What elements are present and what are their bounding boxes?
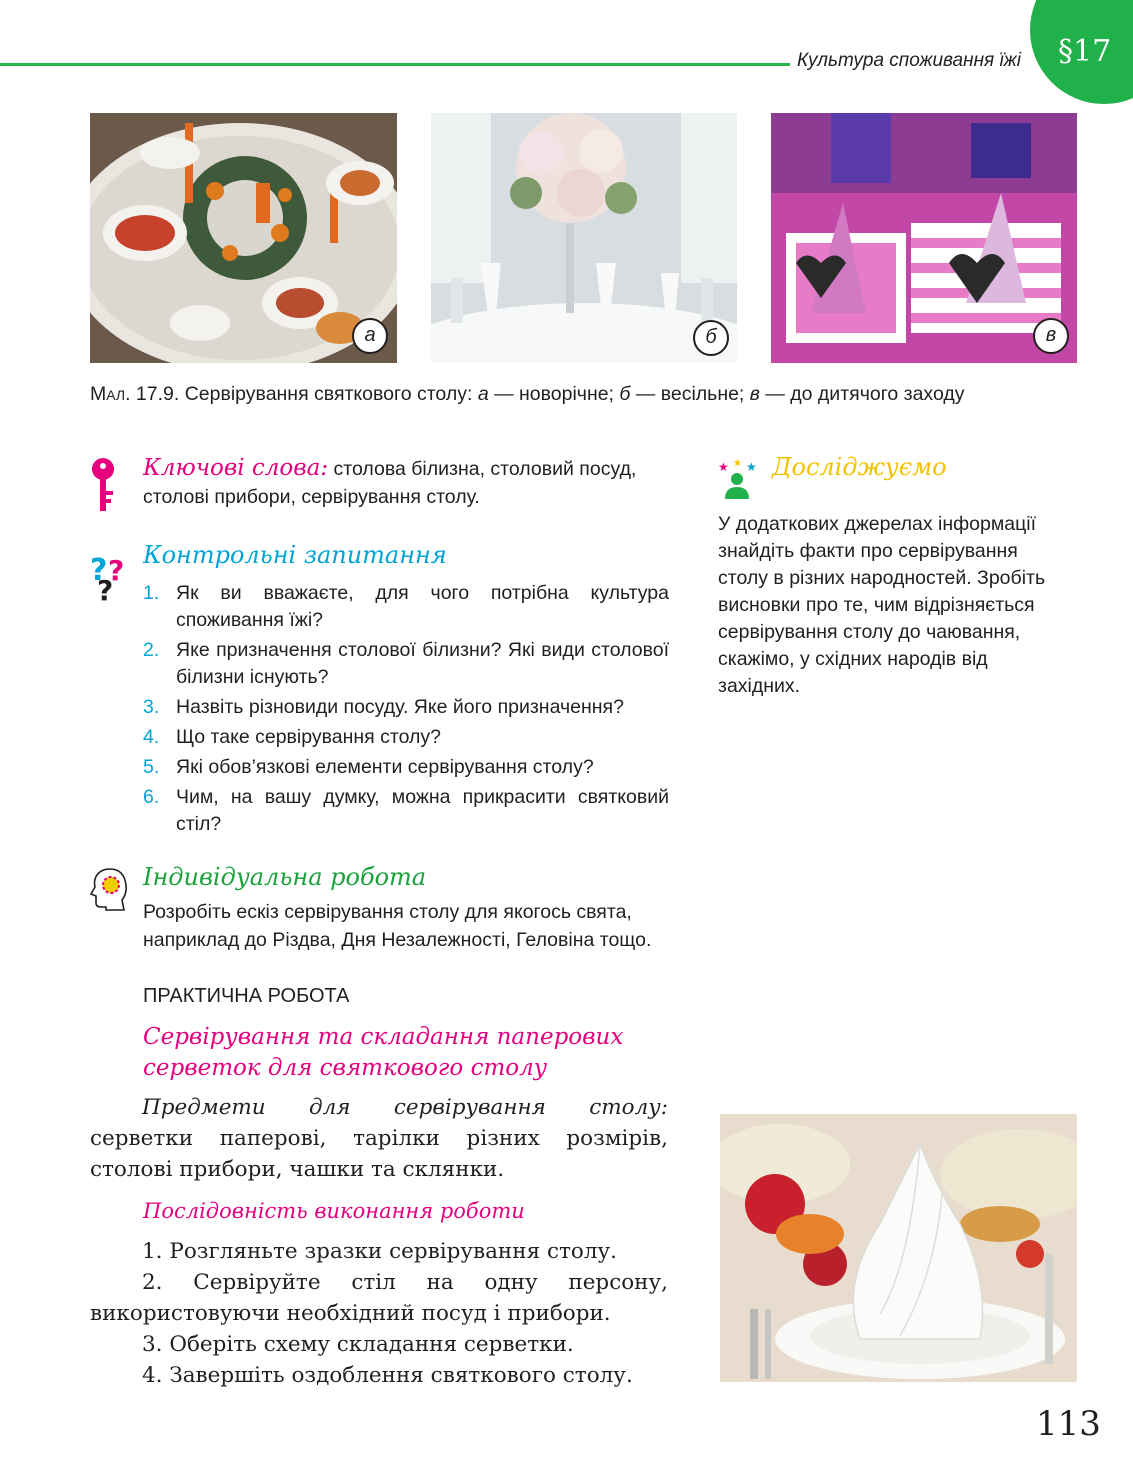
question-text: Чим, на вашу думку, можна прикрасити святковий стіл? <box>176 786 669 835</box>
svg-text:?: ? <box>97 574 114 604</box>
step-item: 4. Завершіть оздоблення святкового столу. <box>142 1363 633 1388</box>
photo-label-b: б <box>693 320 729 356</box>
question-item <box>143 694 669 721</box>
question-item <box>143 637 669 691</box>
individual-work-text: Розробіть ескіз сервірування столу для якогось свята, наприклад до Різдва, Дня Незалежності, Геловіна тощо. <box>143 901 652 951</box>
question-number: 4. <box>143 726 160 748</box>
control-questions-title: Контрольні запитання <box>143 541 447 569</box>
svg-text:★: ★ <box>718 460 729 474</box>
running-header-title: Культура споживання їжі <box>797 50 1021 71</box>
keywords-title: Ключові слова: <box>143 455 329 481</box>
research-text: У додаткових джерелах інформації знайдіть факти про сервірування столу в різних народностей. Зробіть висновки про те, чим відрізняється сервірування столу до чаювання, скажімо, у східних народів від західних. <box>718 513 1046 697</box>
question-item <box>143 580 669 634</box>
step-item: 1. Розгляньте зразки сервірування столу. <box>142 1239 618 1264</box>
section-number: §17 <box>1058 34 1112 69</box>
research-person-icon <box>718 457 758 501</box>
caption-letter-b: б <box>619 383 631 405</box>
question-item <box>143 784 669 838</box>
control-questions-list <box>143 580 669 841</box>
question-item <box>143 754 669 781</box>
practical-work-label: ПРАКТИЧНА РОБОТА <box>143 985 350 1007</box>
sequence-title: Послідовність виконання роботи <box>143 1199 525 1223</box>
caption-prefix: Мал. 17.9. <box>90 383 180 405</box>
photo-label-a: а <box>352 318 388 354</box>
svg-text:★: ★ <box>733 458 742 469</box>
question-text: Що таке сервірування столу? <box>176 726 441 748</box>
head-idea-icon <box>90 867 128 911</box>
caption-text: — до дитячого заходу <box>759 383 965 405</box>
header-rule <box>0 63 790 66</box>
question-text: Як ви вважаєте, для чого потрібна культура споживання їжі? <box>176 582 669 631</box>
photo-label-c: в <box>1033 318 1069 354</box>
step-item: 3. Оберіть схему складання серветки. <box>142 1332 574 1357</box>
svg-text:★: ★ <box>746 460 757 474</box>
svg-text:?: ? <box>90 553 108 588</box>
materials-text: серветки паперові, тарілки різних розмірів, столові прибори, чашки та склянки. <box>90 1126 668 1182</box>
question-text: Назвіть різновиди посуду. Яке його призначення? <box>176 696 624 718</box>
photo-kids-party-table <box>771 113 1077 363</box>
key-icon <box>90 457 116 513</box>
svg-text:?: ? <box>108 554 125 587</box>
page-number: 113 <box>1036 1404 1101 1444</box>
materials-paragraph <box>90 1092 668 1185</box>
photo-folded-napkin <box>720 1114 1077 1382</box>
question-marks-icon <box>88 548 128 604</box>
question-number: 2. <box>143 639 160 661</box>
question-item <box>143 724 669 751</box>
keywords-block <box>143 454 683 511</box>
keywords-text-line2: столові прибори, сервірування столу. <box>143 486 480 508</box>
individual-work-title: Індивідуальна робота <box>143 863 427 891</box>
caption-text: — новорічне; <box>488 383 620 405</box>
question-text: Які обов’язкові елементи сервірування столу? <box>176 756 594 778</box>
question-number: 5. <box>143 756 160 778</box>
caption-letter-a: а <box>477 383 489 405</box>
caption-text: Сервірування святкового столу: <box>179 383 478 405</box>
photo-new-year-table <box>90 113 397 363</box>
steps-list <box>90 1236 668 1391</box>
figure-caption <box>90 383 1050 406</box>
question-number: 3. <box>143 696 160 718</box>
caption-text: — весільне; <box>630 383 750 405</box>
question-number: 1. <box>143 582 160 604</box>
question-text: Яке призначення столової білизни? Які види столової білизни існують? <box>176 639 669 688</box>
practical-work-title: Сервірування та складання паперових серветок для святкового столу <box>143 1024 624 1081</box>
materials-label: Предмети для сервірування столу: <box>142 1095 668 1120</box>
photo-wedding-table <box>431 113 737 363</box>
caption-letter-c: в <box>749 383 760 405</box>
step-item: 2. Сервіруйте стіл на одну персону, використовуючи необхідний посуд і прибори. <box>90 1270 668 1326</box>
question-number: 6. <box>143 786 160 808</box>
research-title: Досліджуємо <box>772 453 947 481</box>
keywords-text-line1: столова білизна, столовий посуд, <box>328 458 637 480</box>
